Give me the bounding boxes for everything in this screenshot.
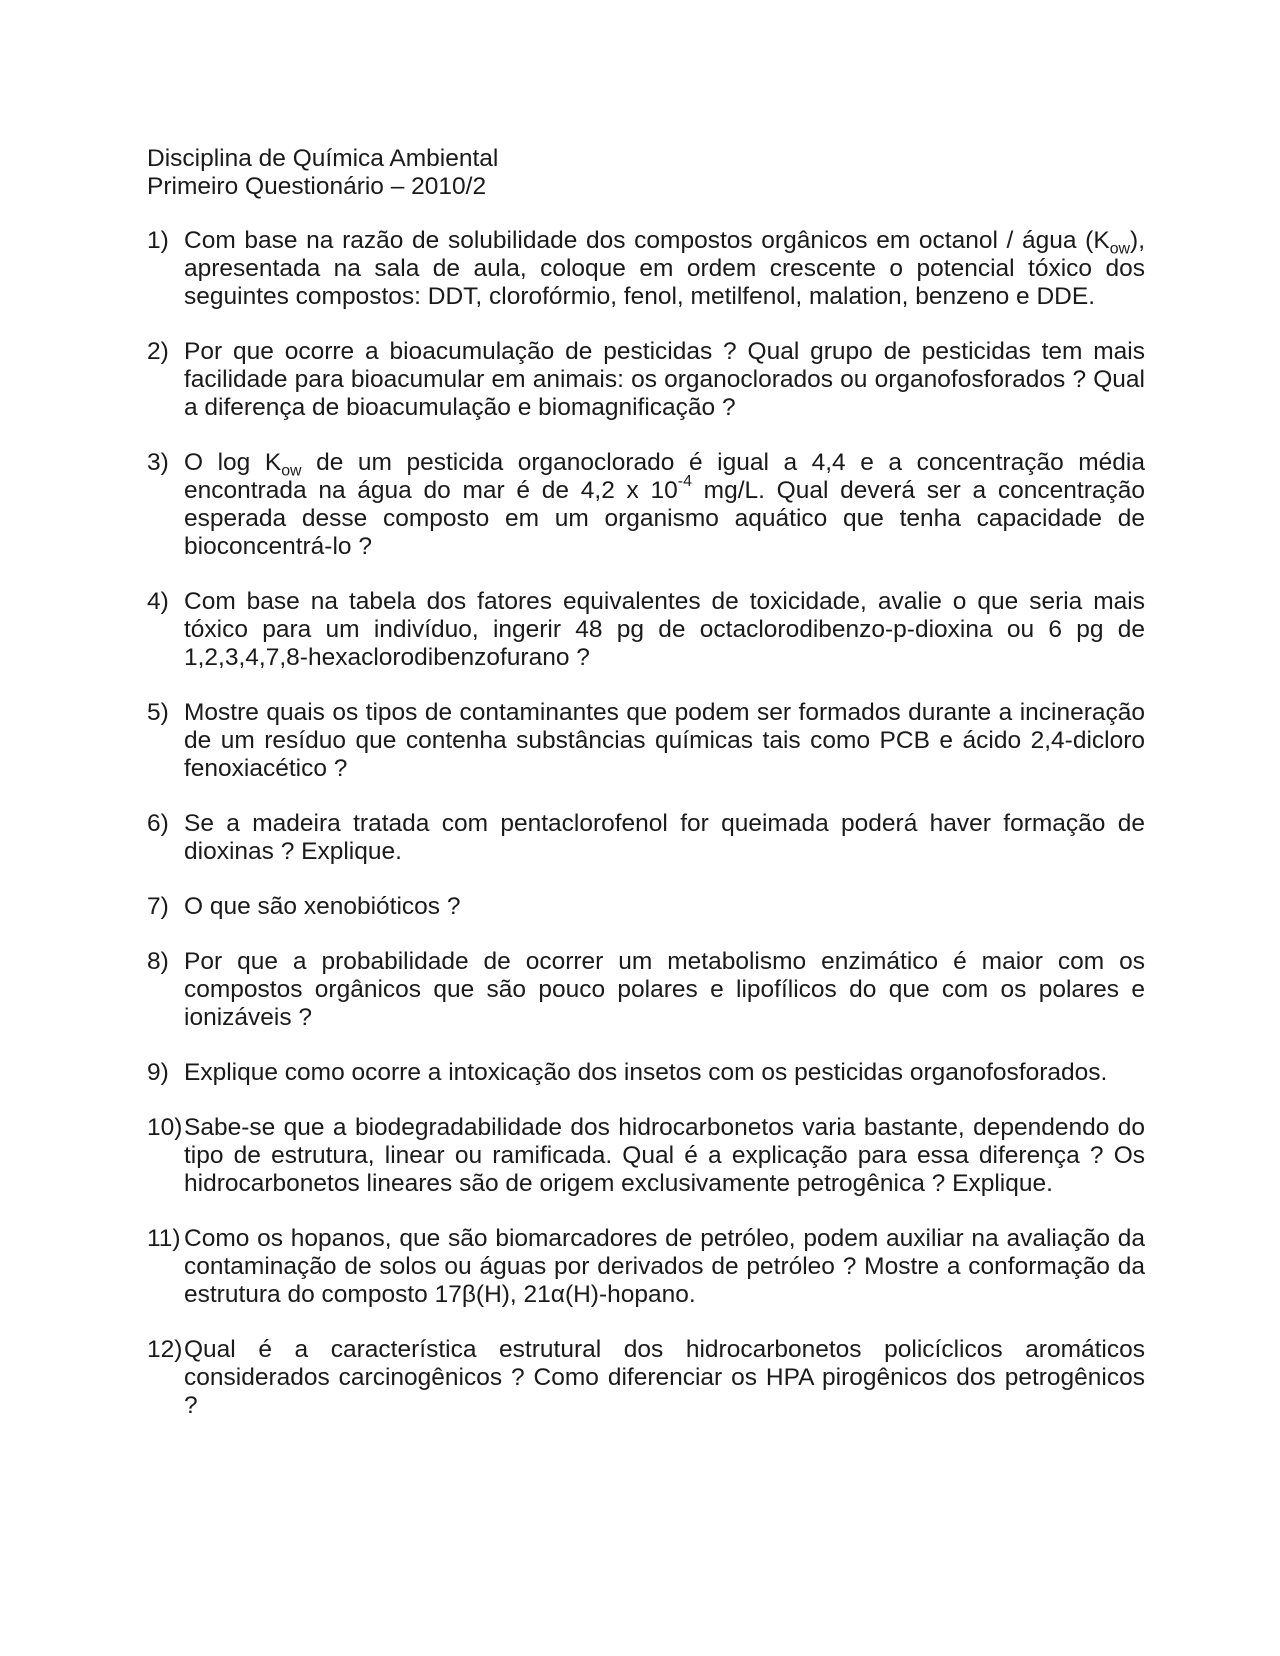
question-7 <box>147 893 1145 921</box>
question-12 <box>147 1336 1145 1420</box>
question-number: 9) <box>147 1059 169 1086</box>
question-3 <box>147 449 1145 561</box>
question-11 <box>147 1225 1145 1309</box>
course-title: Disciplina de Química Ambiental <box>147 145 499 172</box>
question-number: 3) <box>147 449 169 476</box>
document-page <box>147 145 1145 1447</box>
question-text: Com base na razão de solubilidade dos compostos orgânicos em octanol / água $(K_{ow})$, apresentada na sala de aula, coloque em ordem crescente o potencial tóxico dos seguintes compostos: DDT, clorofórmio, fenol, metilfenol, malation, benzeno e DDE. <box>184 227 1145 310</box>
question-2 <box>147 338 1145 422</box>
question-text: O que são xenobióticos ? <box>184 893 461 920</box>
question-number: 11) <box>147 1225 181 1252</box>
question-number: 2) <box>147 338 169 365</box>
question-4 <box>147 588 1145 672</box>
question-number: 7) <box>147 893 169 920</box>
question-1 <box>147 227 1145 311</box>
question-text: Explique como ocorre a intoxicação dos insetos com os pesticidas organofosforados. <box>184 1059 1108 1086</box>
question-text: Por que ocorre a bioacumulação de pesticidas ? Qual grupo de pesticidas tem mais facilidade para bioacumular em animais: os organoclorados ou organofosforados ? Qual a diferença de bioacumulação e biomagnificação ? <box>184 338 1145 421</box>
question-9 <box>147 1059 1145 1087</box>
question-text: Sabe-se que a biodegradabilidade dos hidrocarbonetos varia bastante, dependendo do tipo de estrutura, linear ou ramificada. Qual é a explicação para essa diferença ? Os hidrocarbonetos lineares são de origem exclusivamente petrogênica ? Explique. <box>184 1114 1145 1197</box>
question-text: Qual é a característica estrutural dos hidrocarbonetos policíclicos aromáticos considerados carcinogênicos ? Como diferenciar os HPA pirogênicos dos petrogênicos ? <box>184 1336 1145 1419</box>
question-list <box>147 227 1145 1420</box>
question-6 <box>147 810 1145 866</box>
question-8 <box>147 948 1145 1032</box>
question-text: Por que a probabilidade de ocorrer um metabolismo enzimático é maior com os compostos orgânicos que são pouco polares e lipofílicos do que com os polares e ionizáveis ? <box>184 948 1145 1031</box>
question-number: 8) <box>147 948 169 975</box>
question-number: 10) <box>147 1114 183 1141</box>
question-number: 6) <box>147 810 169 837</box>
document-header <box>147 145 1145 201</box>
question-10 <box>147 1114 1145 1198</box>
question-number: 1) <box>147 227 169 254</box>
question-number: 12) <box>147 1336 183 1363</box>
question-text: Com base na tabela dos fatores equivalentes de toxicidade, avalie o que seria mais tóxico para um indivíduo, ingerir 48 pg de octaclorodibenzo-p-dioxina ou 6 pg de 1,2,3,4,7,8-hexaclorodibenzofurano ? <box>184 588 1145 671</box>
question-number: 4) <box>147 588 169 615</box>
question-text: Mostre quais os tipos de contaminantes que podem ser formados durante a incineração de um resíduo que contenha substâncias químicas tais como PCB e ácido 2,4-dicloro fenoxiacético ? <box>184 699 1145 782</box>
question-number: 5) <box>147 699 169 726</box>
question-text: Se a madeira tratada com pentaclorofenol for queimada poderá haver formação de dioxinas ? Explique. <box>184 810 1145 865</box>
question-5 <box>147 699 1145 783</box>
quiz-title: Primeiro Questionário – 2010/2 <box>147 173 487 200</box>
question-text: Como os hopanos, que são biomarcadores de petróleo, podem auxiliar na avaliação da contaminação de solos ou águas por derivados de petróleo ? Mostre a conformação da estrutura do composto 17β(H), 21α(H)-hopano. <box>184 1225 1145 1308</box>
question-text: O $\log K_{ow}$ de um pesticida organoclorado é igual a 4,4 e a concentração média encontrada na água do mar é de 4,2 x $10^{-4}$ mg/L. Qual deverá ser a concentração esperada desse composto em um organismo aquático que tenha capacidade de bioconcentrá-lo ? <box>184 449 1145 560</box>
